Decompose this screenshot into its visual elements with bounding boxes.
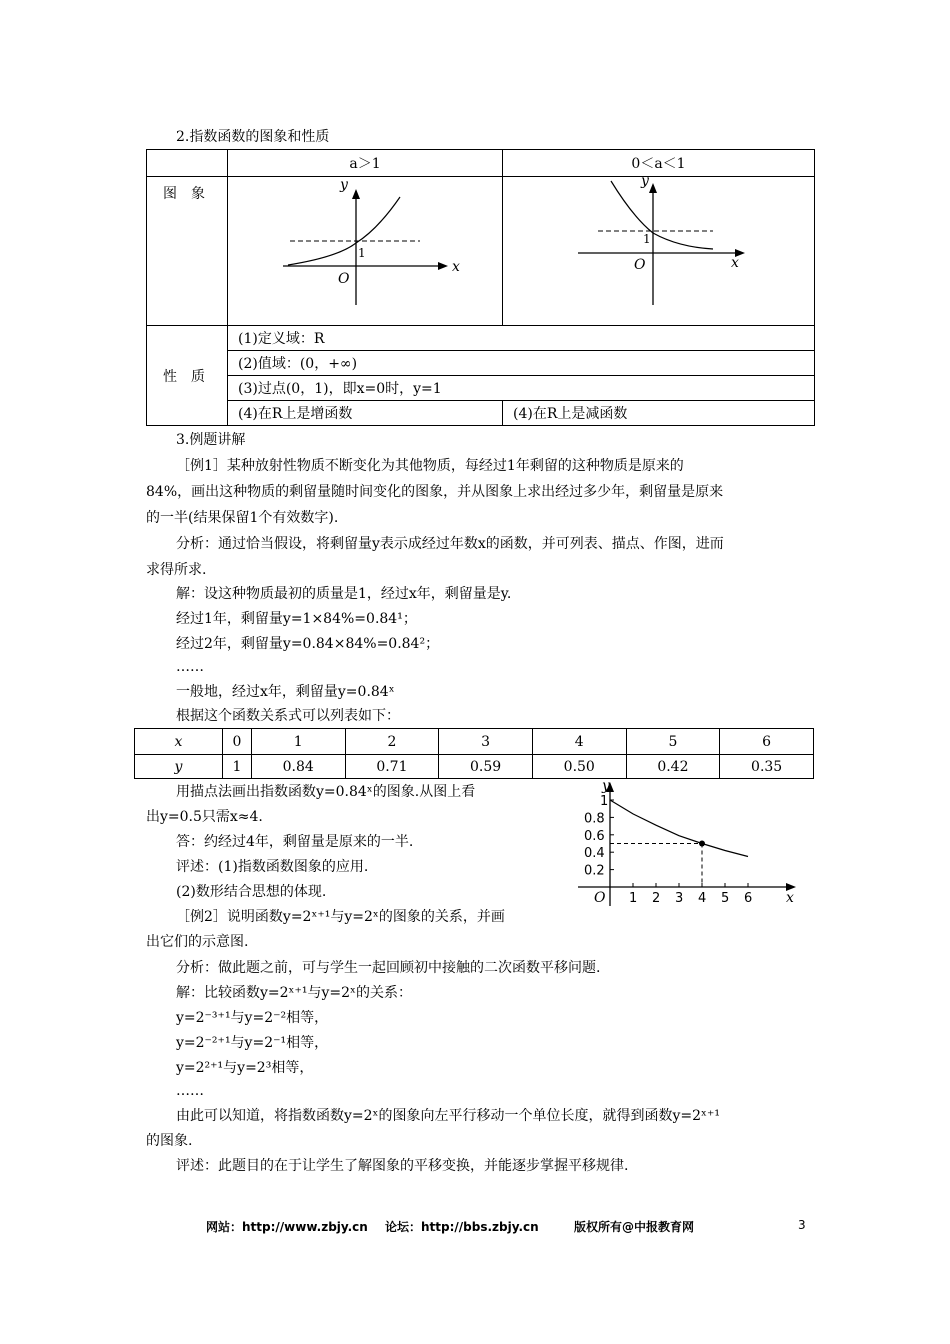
y-cell: 0.50 — [532, 755, 626, 779]
conclusion-line2: 的图象. — [146, 1133, 193, 1149]
general-formula: 一般地，经过x年，剩留量y=0.84ˣ — [176, 684, 395, 700]
equation-3: y=2²⁺¹与y=2³相等， — [176, 1060, 314, 1076]
analysis1-line2: 求得所求. — [146, 562, 207, 578]
decreasing-exp-graph — [503, 177, 814, 325]
x-tick-label: 2 — [652, 891, 661, 906]
y-cell: 0.42 — [626, 755, 720, 779]
x-cell: 5 — [626, 729, 720, 755]
header-a-gt-1: a＞1 — [228, 150, 503, 177]
increasing-exp-graph — [228, 177, 502, 325]
example1-line2: 84%，画出这种物质的剩留量随时间变化的图象，并从图象上求出经过多少年，剩留量是原来 — [146, 484, 724, 500]
analysis1-line1: 分析：通过恰当假设，将剩留量y表示成经过年数x的函数，并可列表、描点、作图，进而 — [176, 536, 724, 552]
table-intro: 根据这个函数关系式可以列表如下： — [176, 708, 400, 724]
year2-text: 经过2年，剩留量y=0.84×84%=0.84²； — [176, 636, 440, 652]
graph1-one: 1 — [358, 246, 366, 260]
y-header: y — [135, 755, 223, 779]
graph2-y-label: y — [641, 177, 649, 189]
equation-1: y=2⁻³⁺¹与y=2⁻²相等， — [176, 1010, 329, 1026]
y-tick-label: 1 — [600, 794, 609, 809]
y-tick-label: 0.6 — [584, 828, 605, 844]
prop-domain: (1)定义域：R — [228, 326, 815, 351]
x-tick-label: 6 — [744, 891, 753, 906]
comment3: 评述：此题目的在于让学生了解图象的平移变换，并能逐步掌握平移规律. — [176, 1158, 629, 1174]
ellipsis-1: …… — [176, 659, 204, 675]
graph2-one: 1 — [643, 232, 651, 246]
plot-text-line2: 出y=0.5只需x≈4. — [146, 809, 263, 825]
example2-line2: 出它们的示意图. — [146, 934, 249, 950]
graph1-y-label: y — [340, 177, 348, 193]
x-cell: 4 — [532, 729, 626, 755]
example1-line1: ［例1］某种放射性物质不断变化为其他物质，每经过1年剩留的这种物质是原来的 — [176, 458, 684, 474]
row-props-label: 性 质 — [147, 326, 228, 426]
footer-website: 网站：http://www.zbjy.cn — [206, 1220, 368, 1234]
marked-point — [699, 841, 705, 847]
decay-chart — [568, 778, 800, 908]
y-tick-label: 0.8 — [584, 811, 605, 827]
conclusion-line1: 由此可以知道，将指数函数y=2ˣ的图象向左平行移动一个单位长度，就得到函数y=2ˣ⁺¹ — [176, 1108, 720, 1124]
footer-copyright: 版权所有@中报教育网 — [574, 1220, 695, 1234]
y-tick-label: 0.4 — [584, 846, 605, 862]
prop-fixed-point: (3)过点(0，1)，即x=0时，y=1 — [228, 376, 815, 401]
plot-text-line1: 用描点法画出指数函数y=0.84ˣ的图象.从图上看 — [176, 784, 476, 800]
section-3-title: 3.例题讲解 — [176, 432, 246, 448]
x-cell: 0 — [223, 729, 252, 755]
ellipsis-2: …… — [176, 1083, 204, 1099]
y-cell: 1 — [223, 755, 252, 779]
x-cell: 1 — [251, 729, 345, 755]
footer-forum: 论坛：http://bbs.zbjy.cn — [385, 1220, 539, 1234]
row-image-label: 图 象 — [147, 177, 228, 326]
equation-2: y=2⁻²⁺¹与y=2⁻¹相等， — [176, 1035, 329, 1051]
x-tick-label: 1 — [629, 891, 638, 906]
section-title: 2.指数函数的图象和性质 — [176, 129, 330, 145]
y-cell: 0.71 — [345, 755, 439, 779]
y-row — [135, 755, 814, 779]
chart-y-label: y — [602, 778, 610, 794]
year1-text: 经过1年，剩留量y=1×84%=0.84¹； — [176, 611, 417, 627]
solution1: 解：设这种物质最初的质量是1，经过x年，剩留量是y. — [176, 586, 512, 602]
x-row — [135, 729, 814, 755]
graph2-x-label: x — [731, 255, 739, 271]
example1-line3: 的一半(结果保留1个有效数字). — [146, 510, 339, 526]
decay-curve — [610, 800, 748, 857]
y-tick-label: 0.2 — [584, 863, 605, 879]
x-tick-label: 3 — [675, 891, 684, 906]
y-cell: 0.59 — [439, 755, 533, 779]
chart-origin: O — [594, 890, 606, 906]
analysis2: 分析：做此题之前，可与学生一起回顾初中接触的二次函数平移问题. — [176, 960, 601, 976]
chart-x-label: x — [786, 890, 794, 906]
graph1-x-label: x — [452, 259, 460, 275]
x-tick-label: 4 — [698, 891, 707, 906]
graph1-origin: O — [338, 271, 350, 287]
value-table — [134, 728, 814, 779]
prop-increasing: (4)在R上是增函数 — [228, 401, 503, 426]
solution2: 解：比较函数y=2ˣ⁺¹与y=2ˣ的关系： — [176, 985, 412, 1001]
graph2-origin: O — [634, 257, 646, 273]
x-cell: 3 — [439, 729, 533, 755]
answer1: 答：约经过4年，剩留量是原来的一半. — [176, 834, 414, 850]
page-number: 3 — [798, 1218, 806, 1232]
y-cell: 0.84 — [251, 755, 345, 779]
header-a-lt-1: 0＜a＜1 — [503, 150, 815, 177]
y-cell: 0.35 — [720, 755, 814, 779]
x-header: x — [135, 729, 223, 755]
example2-line1: ［例2］说明函数y=2ˣ⁺¹与y=2ˣ的图象的关系，并画 — [176, 909, 505, 925]
prop-decreasing: (4)在R上是减函数 — [503, 401, 815, 426]
comment2: (2)数形结合思想的体现. — [176, 884, 327, 900]
x-tick-label: 5 — [721, 891, 730, 906]
x-cell: 2 — [345, 729, 439, 755]
comment1: 评述：(1)指数函数图象的应用. — [176, 859, 369, 875]
properties-table — [146, 149, 815, 426]
x-cell: 6 — [720, 729, 814, 755]
prop-range: (2)值域：(0，+∞) — [228, 351, 815, 376]
